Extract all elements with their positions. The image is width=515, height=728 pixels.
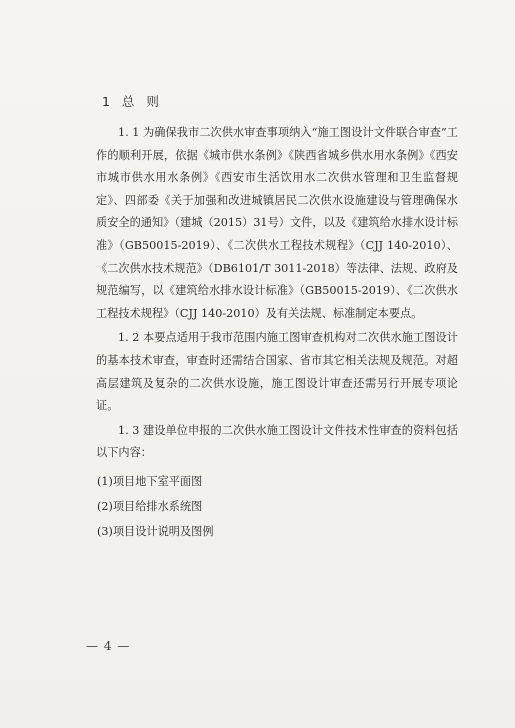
- page-number: — 4 —: [86, 639, 131, 653]
- list-item: (2)项目给排水系统图: [97, 499, 203, 513]
- list-item: (3)项目设计说明及图例: [97, 524, 214, 538]
- page-content: [96, 92, 458, 544]
- paragraph-1-1: 1. 1 为确保我市二次供水审查事项纳入“施工图设计文件联合审查”工作的顺利开展，依据《城市供水条例》《陕西省城乡供水用水条例》《西安市城市供水用水条例》《西安市生活饮用水二次供水管理和卫生监督规定》、四部委《关于加强和改进城镇居民二次供水设施建设与管理确保水质安全的通知》（建城（2015）31号）文件，以及《建筑给水排水设计标准》（GB50015-2019）、《二次供水工程技术规程》（CJJ 140-2010）、《二次供水技术规范》（DB6101/T 3011-2018）等法律、法规、政府及规范编写，以《建筑给水排水设计标准》（GB50015-2019）、《二次供水工程技术规程》（CJJ 140-2010）及有关法规、标准制定本要点。: [96, 126, 458, 320]
- list-item: (1)项目地下室平面图: [97, 474, 203, 488]
- paragraph-1-2: 1. 2 本要点适用于我市范围内施工图审查机构对二次供水施工图设计的基本技术审查，审查时还需结合国家、省市其它相关法规及规范。对超高层建筑及复杂的二次供水设施，施工图设计审查还需另行开展专项论证。: [96, 331, 458, 413]
- materials-list: [96, 469, 458, 544]
- paragraph-1-3: 1. 3 建设单位申报的二次供水施工图设计文件技术性审查的资料包括以下内容：: [96, 423, 458, 460]
- section-title: 1 总 则: [102, 94, 163, 109]
